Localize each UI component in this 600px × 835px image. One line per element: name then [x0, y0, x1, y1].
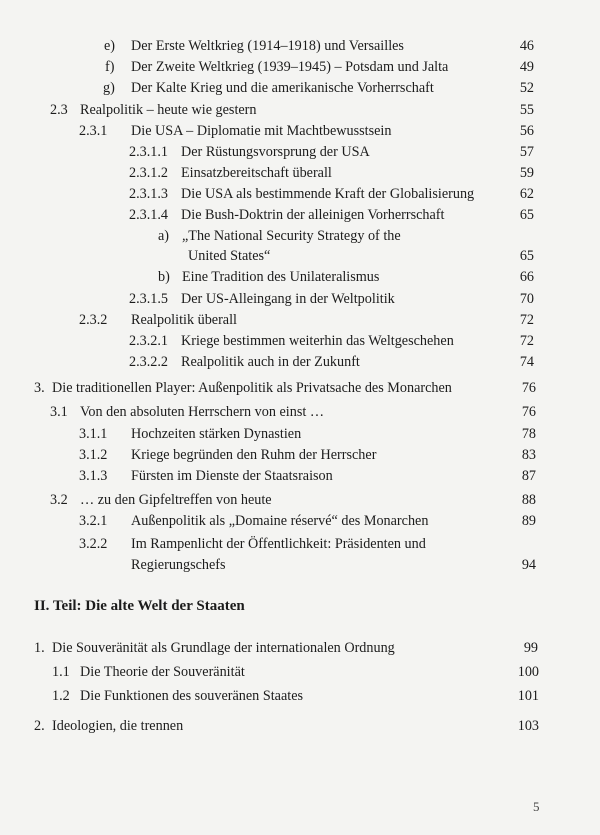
- toc-page-number: 88: [521, 492, 536, 508]
- toc-title: Die Funktionen des souveränen Staates: [80, 688, 304, 704]
- toc-page-number: 87: [521, 468, 536, 484]
- toc-title: Regierungschefs: [131, 557, 226, 573]
- toc-page-number: 66: [519, 269, 534, 285]
- toc-page-number: 59: [519, 165, 534, 181]
- toc-title: Ideologien, die trennen: [52, 718, 184, 734]
- toc-number: 3.1.3: [79, 468, 108, 484]
- toc-title: Außenpolitik als „Domaine réservé“ des Monarchen: [131, 513, 429, 529]
- toc-number: 2.3.1.3: [129, 186, 169, 202]
- toc-number: 2.3.2: [79, 312, 108, 328]
- toc-title: Die Souveränität als Grundlage der internationalen Ordnung: [52, 640, 395, 656]
- toc-title: Der US-Alleingang in der Weltpolitik: [181, 291, 395, 307]
- toc-title: Die USA – Diplomatie mit Machtbewusstsein: [131, 123, 392, 139]
- toc-title: Die Theorie der Souveränität: [80, 664, 245, 680]
- toc-page-number: 49: [519, 59, 534, 75]
- toc-title: „The National Security Strategy of the: [182, 228, 401, 244]
- toc-title: Kriege begründen den Ruhm der Herrscher: [131, 447, 377, 463]
- toc-page-number: 62: [519, 186, 534, 202]
- toc-page-number: 74: [519, 354, 534, 370]
- toc-title: Die Bush-Doktrin der alleinigen Vorherrschaft: [181, 207, 445, 223]
- toc-number: 3.2: [50, 492, 68, 508]
- toc-page-number: 76: [521, 380, 536, 396]
- toc-number: 2.3.1.1: [129, 144, 169, 160]
- toc-number: 2.3: [50, 102, 68, 118]
- toc-page-number: 100: [517, 664, 539, 680]
- toc-number: 3.1: [50, 404, 68, 420]
- toc-page-number: 72: [519, 333, 534, 349]
- toc-page-number: 72: [519, 312, 534, 328]
- page-number: 5: [533, 799, 540, 814]
- toc-title: Der Rüstungsvorsprung der USA: [181, 144, 370, 160]
- toc-number: a): [158, 228, 170, 244]
- toc-page-number: 70: [519, 291, 534, 307]
- toc-number: f): [105, 59, 115, 75]
- toc-number: 2.3.2.2: [129, 354, 169, 370]
- toc-page-number: 46: [519, 38, 534, 54]
- toc-number: 2.: [34, 718, 45, 734]
- toc-title: Von den absoluten Herrschern von einst …: [80, 404, 325, 420]
- toc-page-number: 65: [519, 207, 534, 223]
- toc-title: Einsatzbereitschaft überall: [181, 165, 332, 181]
- toc-page-number: 103: [517, 718, 539, 734]
- toc-number: 1.: [34, 640, 45, 656]
- toc-page-number: 89: [521, 513, 536, 529]
- toc-number: 2.3.1.5: [129, 291, 169, 307]
- toc-page-number: 101: [517, 688, 539, 704]
- toc-number: 2.3.1: [79, 123, 108, 139]
- toc-number: 3.1.2: [79, 447, 108, 463]
- toc-number: 2.3.1.2: [129, 165, 169, 181]
- toc-title: Der Zweite Weltkrieg (1939–1945) – Potsdam und Jalta: [131, 59, 449, 75]
- toc-page-number: 65: [519, 248, 534, 264]
- toc-title: Die USA als bestimmende Kraft der Globalisierung: [181, 186, 475, 202]
- toc-number: 2.3.2.1: [129, 333, 169, 349]
- toc-title: Fürsten im Dienste der Staatsraison: [131, 468, 333, 484]
- toc-page-number: 55: [519, 102, 534, 118]
- toc-page-number: 76: [521, 404, 536, 420]
- toc-title: Der Erste Weltkrieg (1914–1918) und Versailles: [131, 38, 404, 54]
- toc-number: b): [158, 269, 170, 285]
- toc-title: Kriege bestimmen weiterhin das Weltgeschehen: [181, 333, 454, 349]
- toc-number: 3.: [34, 380, 45, 396]
- toc-number: 1.2: [52, 688, 70, 704]
- toc-title: Eine Tradition des Unilateralismus: [182, 269, 380, 285]
- toc-title: Im Rampenlicht der Öffentlichkeit: Präsidenten und: [131, 536, 426, 552]
- toc-number: 3.2.2: [79, 536, 108, 552]
- toc-page-number: 99: [523, 640, 538, 656]
- toc-page-number: 83: [521, 447, 536, 463]
- toc-page-number: 57: [519, 144, 534, 160]
- toc-page-number: 56: [519, 123, 534, 139]
- toc-title: Realpolitik – heute wie gestern: [80, 102, 257, 118]
- part-title: II. Teil: Die alte Welt der Staaten: [34, 598, 245, 614]
- toc-title: … zu den Gipfeltreffen von heute: [80, 492, 272, 508]
- toc-title: Der Kalte Krieg und die amerikanische Vorherrschaft: [131, 80, 434, 96]
- toc-number: 3.1.1: [79, 426, 108, 442]
- toc-page-number: 94: [521, 557, 536, 573]
- toc-number: e): [104, 38, 116, 54]
- toc-page-number: 78: [521, 426, 536, 442]
- toc-title: Realpolitik auch in der Zukunft: [181, 354, 360, 370]
- toc-number: 2.3.1.4: [129, 207, 169, 223]
- toc-title: Die traditionellen Player: Außenpolitik als Privatsache des Monarchen: [52, 380, 452, 396]
- toc-page-number: 52: [519, 80, 534, 96]
- toc-title: Hochzeiten stärken Dynastien: [131, 426, 302, 442]
- toc-title: Realpolitik überall: [131, 312, 237, 328]
- toc-number: 3.2.1: [79, 513, 108, 529]
- toc-title: United States“: [188, 248, 271, 264]
- toc-number: 1.1: [52, 664, 70, 680]
- toc-number: g): [103, 80, 115, 96]
